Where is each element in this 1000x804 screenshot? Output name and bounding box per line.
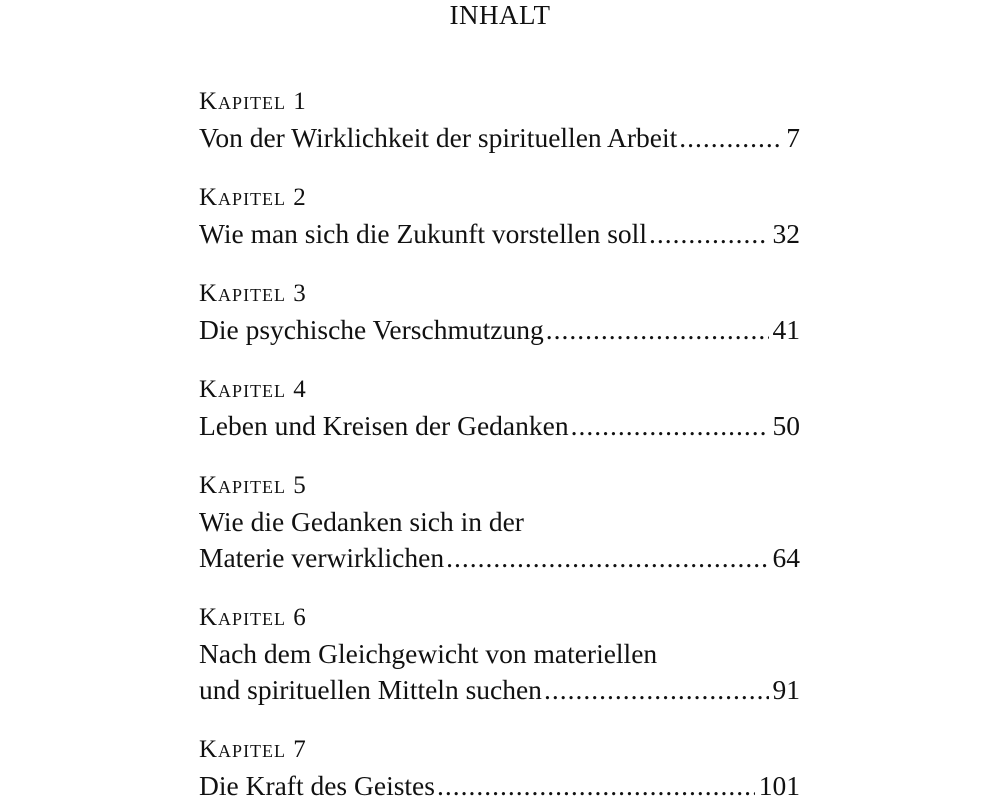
chapter-label: Kapitel 7 <box>199 736 307 763</box>
dot-leader <box>446 540 768 576</box>
page-number: 7 <box>786 122 800 153</box>
entry-spacer <box>199 156 800 180</box>
chapter-title: Von der Wirklichkeit der spirituellen Arbeit <box>199 122 678 153</box>
entry-spacer <box>199 348 800 372</box>
dot-leader <box>571 408 769 444</box>
table-of-contents <box>199 84 800 804</box>
dot-leader <box>546 312 769 348</box>
chapter-label: Kapitel 3 <box>199 280 307 307</box>
entry-spacer <box>199 708 800 732</box>
chapter-title-row <box>199 408 800 444</box>
page-number: 101 <box>758 770 800 801</box>
dot-leader <box>437 768 755 804</box>
chapter-title: und spirituellen Mitteln suchen <box>199 674 542 705</box>
page-title: INHALT <box>449 0 551 30</box>
toc-entry[interactable] <box>199 600 800 708</box>
toc-entry[interactable] <box>199 276 800 348</box>
chapter-title: Leben und Kreisen der Gedanken <box>199 410 569 441</box>
chapter-title-row <box>199 216 800 252</box>
page-number: 64 <box>772 542 800 573</box>
dot-leader <box>544 672 769 708</box>
chapter-label: Kapitel 6 <box>199 604 307 631</box>
chapter-title-row <box>199 120 800 156</box>
chapter-title: Die psychische Verschmutzung <box>199 314 544 345</box>
chapter-title: Materie verwirklichen <box>199 542 445 573</box>
toc-entry[interactable] <box>199 84 800 156</box>
page-number: 50 <box>772 410 800 441</box>
page-number: 41 <box>772 314 800 345</box>
chapter-title-row <box>199 768 800 804</box>
chapter-label: Kapitel 1 <box>199 88 307 115</box>
chapter-title: Die Kraft des Geistes <box>199 770 435 801</box>
entry-spacer <box>199 252 800 276</box>
chapter-title-row <box>199 672 800 708</box>
page-number: 91 <box>772 674 800 705</box>
page-number: 32 <box>772 218 800 249</box>
toc-entry[interactable] <box>199 468 800 576</box>
toc-entry[interactable] <box>199 372 800 444</box>
chapter-title: Wie man sich die Zukunft vorstellen soll <box>199 218 647 249</box>
chapter-title: Nach dem Gleichgewicht von materiellen <box>199 638 658 669</box>
chapter-title-row <box>199 312 800 348</box>
chapter-label: Kapitel 5 <box>199 472 307 499</box>
entry-spacer <box>199 576 800 600</box>
toc-entry[interactable] <box>199 732 800 804</box>
dot-leader <box>679 120 782 156</box>
chapter-label: Kapitel 4 <box>199 376 307 403</box>
entry-spacer <box>199 444 800 468</box>
chapter-label: Kapitel 2 <box>199 184 307 211</box>
chapter-title-row <box>199 540 800 576</box>
dot-leader <box>649 216 769 252</box>
toc-entry[interactable] <box>199 180 800 252</box>
chapter-title: Wie die Gedanken sich in der <box>199 506 524 537</box>
